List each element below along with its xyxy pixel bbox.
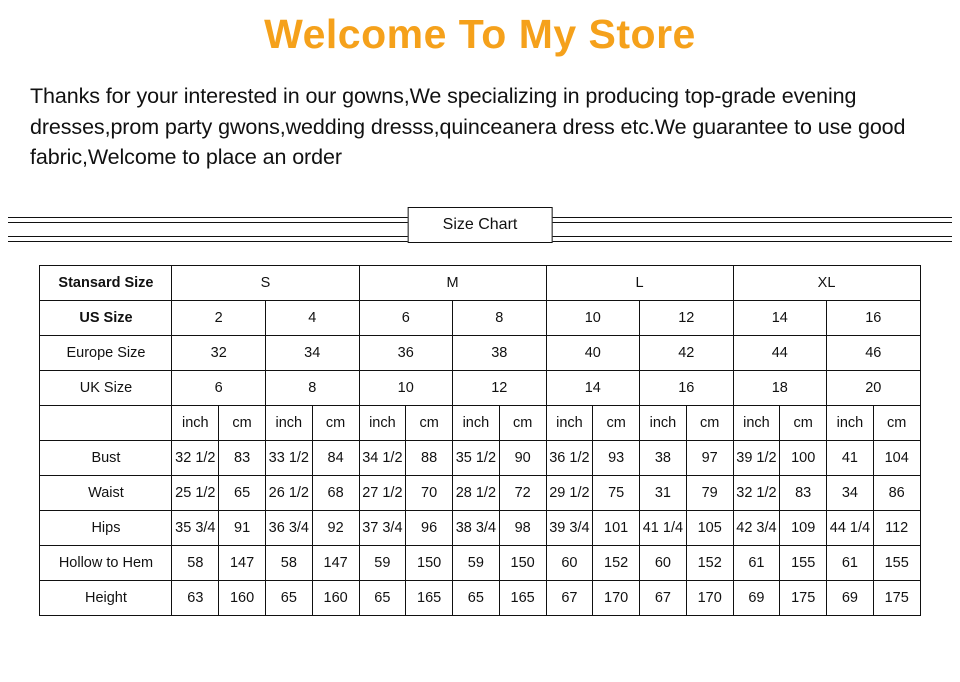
cell-waist-3: 68 <box>312 475 359 510</box>
cell-uk-size-4: 14 <box>546 370 640 405</box>
cell-hips-3: 92 <box>312 510 359 545</box>
page-title: Welcome To My Store <box>264 11 696 57</box>
cell-bust-11: 97 <box>686 440 733 475</box>
cell-us-size-6: 14 <box>733 300 827 335</box>
row-label-height: Height <box>40 580 172 615</box>
cell-uk-size-5: 16 <box>640 370 734 405</box>
unit-cell-8: inch <box>546 405 593 440</box>
cell-waist-11: 79 <box>686 475 733 510</box>
cell-waist-9: 75 <box>593 475 640 510</box>
cell-bust-7: 90 <box>499 440 546 475</box>
cell-height-1: 160 <box>219 580 266 615</box>
cell-height-15: 175 <box>873 580 920 615</box>
cell-hips-1: 91 <box>219 510 266 545</box>
cell-bust-14: 41 <box>827 440 874 475</box>
row-label-bust: Bust <box>40 440 172 475</box>
cell-waist-12: 32 1/2 <box>733 475 780 510</box>
cell-bust-0: 32 1/2 <box>172 440 219 475</box>
size-chart-table <box>39 265 920 616</box>
unit-cell-10: inch <box>640 405 687 440</box>
group-cell-xl: XL <box>733 265 920 300</box>
unit-cell-9: cm <box>593 405 640 440</box>
size-chart-label: Size Chart <box>408 207 553 243</box>
cell-hollow-14: 61 <box>827 545 874 580</box>
cell-hips-14: 44 1/4 <box>827 510 874 545</box>
table-row-europe-size <box>40 335 920 370</box>
cell-bust-13: 100 <box>780 440 827 475</box>
cell-height-0: 63 <box>172 580 219 615</box>
cell-bust-2: 33 1/2 <box>265 440 312 475</box>
table-row-group-header <box>40 265 920 300</box>
cell-bust-10: 38 <box>640 440 687 475</box>
row-label-units <box>40 405 172 440</box>
cell-hollow-6: 59 <box>453 545 500 580</box>
cell-hollow-0: 58 <box>172 545 219 580</box>
cell-waist-8: 29 1/2 <box>546 475 593 510</box>
cell-height-4: 65 <box>359 580 406 615</box>
unit-cell-7: cm <box>499 405 546 440</box>
group-cell-m: M <box>359 265 546 300</box>
cell-height-14: 69 <box>827 580 874 615</box>
cell-height-9: 170 <box>593 580 640 615</box>
row-label-standard-size: Stansard Size <box>40 265 172 300</box>
row-label-hips: Hips <box>40 510 172 545</box>
cell-hollow-5: 150 <box>406 545 453 580</box>
cell-us-size-1: 4 <box>265 300 359 335</box>
cell-us-size-2: 6 <box>359 300 453 335</box>
cell-bust-9: 93 <box>593 440 640 475</box>
cell-hollow-10: 60 <box>640 545 687 580</box>
cell-hollow-12: 61 <box>733 545 780 580</box>
unit-cell-14: inch <box>827 405 874 440</box>
cell-hollow-15: 155 <box>873 545 920 580</box>
cell-europe-size-0: 32 <box>172 335 266 370</box>
table-row-waist <box>40 475 920 510</box>
unit-cell-0: inch <box>172 405 219 440</box>
cell-hips-0: 35 3/4 <box>172 510 219 545</box>
cell-height-3: 160 <box>312 580 359 615</box>
row-label-hollow-to-hem: Hollow to Hem <box>40 545 172 580</box>
cell-hips-2: 36 3/4 <box>265 510 312 545</box>
cell-height-7: 165 <box>499 580 546 615</box>
size-chart-body <box>40 265 920 615</box>
cell-height-6: 65 <box>453 580 500 615</box>
cell-hollow-1: 147 <box>219 545 266 580</box>
cell-uk-size-0: 6 <box>172 370 266 405</box>
cell-bust-1: 83 <box>219 440 266 475</box>
cell-waist-13: 83 <box>780 475 827 510</box>
cell-waist-6: 28 1/2 <box>453 475 500 510</box>
unit-cell-2: inch <box>265 405 312 440</box>
cell-uk-size-6: 18 <box>733 370 827 405</box>
group-cell-s: S <box>172 265 359 300</box>
table-row-units <box>40 405 920 440</box>
unit-cell-1: cm <box>219 405 266 440</box>
cell-waist-5: 70 <box>406 475 453 510</box>
unit-cell-6: inch <box>453 405 500 440</box>
cell-bust-8: 36 1/2 <box>546 440 593 475</box>
cell-hollow-8: 60 <box>546 545 593 580</box>
store-banner-page <box>0 10 960 682</box>
cell-height-8: 67 <box>546 580 593 615</box>
cell-height-11: 170 <box>686 580 733 615</box>
cell-height-2: 65 <box>265 580 312 615</box>
cell-waist-1: 65 <box>219 475 266 510</box>
unit-cell-12: inch <box>733 405 780 440</box>
unit-cell-11: cm <box>686 405 733 440</box>
row-label-uk-size: UK Size <box>40 370 172 405</box>
cell-waist-14: 34 <box>827 475 874 510</box>
row-label-europe-size: Europe Size <box>40 335 172 370</box>
cell-uk-size-2: 10 <box>359 370 453 405</box>
cell-europe-size-7: 46 <box>827 335 921 370</box>
table-row-uk-size <box>40 370 920 405</box>
unit-cell-15: cm <box>873 405 920 440</box>
cell-europe-size-1: 34 <box>265 335 359 370</box>
cell-us-size-3: 8 <box>453 300 547 335</box>
cell-hollow-11: 152 <box>686 545 733 580</box>
cell-bust-5: 88 <box>406 440 453 475</box>
cell-us-size-4: 10 <box>546 300 640 335</box>
table-row-hollow-to-hem <box>40 545 920 580</box>
cell-height-13: 175 <box>780 580 827 615</box>
cell-hips-6: 38 3/4 <box>453 510 500 545</box>
cell-hips-5: 96 <box>406 510 453 545</box>
cell-uk-size-7: 20 <box>827 370 921 405</box>
row-label-us-size: US Size <box>40 300 172 335</box>
cell-hips-12: 42 3/4 <box>733 510 780 545</box>
intro-paragraph: Thanks for your interested in our gowns,We specializing in producing top-grade evening dresses,prom party gwons,wedding dresss,quinceanera dress etc.We guarantee to use good fabric,Welcome to place an order <box>30 84 906 170</box>
cell-hollow-13: 155 <box>780 545 827 580</box>
cell-uk-size-3: 12 <box>453 370 547 405</box>
cell-hips-13: 109 <box>780 510 827 545</box>
cell-bust-12: 39 1/2 <box>733 440 780 475</box>
table-row-height <box>40 580 920 615</box>
unit-cell-4: inch <box>359 405 406 440</box>
cell-hollow-9: 152 <box>593 545 640 580</box>
cell-europe-size-3: 38 <box>453 335 547 370</box>
row-label-waist: Waist <box>40 475 172 510</box>
cell-height-5: 165 <box>406 580 453 615</box>
cell-europe-size-5: 42 <box>640 335 734 370</box>
cell-uk-size-1: 8 <box>265 370 359 405</box>
group-cell-l: L <box>546 265 733 300</box>
cell-hips-9: 101 <box>593 510 640 545</box>
cell-hips-15: 112 <box>873 510 920 545</box>
cell-waist-0: 25 1/2 <box>172 475 219 510</box>
cell-hips-4: 37 3/4 <box>359 510 406 545</box>
cell-us-size-5: 12 <box>640 300 734 335</box>
cell-waist-15: 86 <box>873 475 920 510</box>
unit-cell-13: cm <box>780 405 827 440</box>
cell-hollow-2: 58 <box>265 545 312 580</box>
cell-bust-15: 104 <box>873 440 920 475</box>
cell-waist-10: 31 <box>640 475 687 510</box>
unit-cell-3: cm <box>312 405 359 440</box>
table-row-hips <box>40 510 920 545</box>
cell-bust-6: 35 1/2 <box>453 440 500 475</box>
cell-hips-8: 39 3/4 <box>546 510 593 545</box>
cell-hips-11: 105 <box>686 510 733 545</box>
cell-us-size-0: 2 <box>172 300 266 335</box>
size-chart-banner <box>0 207 960 251</box>
unit-cell-5: cm <box>406 405 453 440</box>
cell-hollow-3: 147 <box>312 545 359 580</box>
table-row-us-size <box>40 300 920 335</box>
cell-waist-2: 26 1/2 <box>265 475 312 510</box>
cell-hollow-4: 59 <box>359 545 406 580</box>
cell-waist-4: 27 1/2 <box>359 475 406 510</box>
cell-europe-size-6: 44 <box>733 335 827 370</box>
cell-hips-7: 98 <box>499 510 546 545</box>
cell-waist-7: 72 <box>499 475 546 510</box>
cell-bust-3: 84 <box>312 440 359 475</box>
table-row-bust <box>40 440 920 475</box>
cell-height-10: 67 <box>640 580 687 615</box>
cell-us-size-7: 16 <box>827 300 921 335</box>
cell-hollow-7: 150 <box>499 545 546 580</box>
cell-bust-4: 34 1/2 <box>359 440 406 475</box>
cell-height-12: 69 <box>733 580 780 615</box>
cell-europe-size-2: 36 <box>359 335 453 370</box>
cell-hips-10: 41 1/4 <box>640 510 687 545</box>
cell-europe-size-4: 40 <box>546 335 640 370</box>
